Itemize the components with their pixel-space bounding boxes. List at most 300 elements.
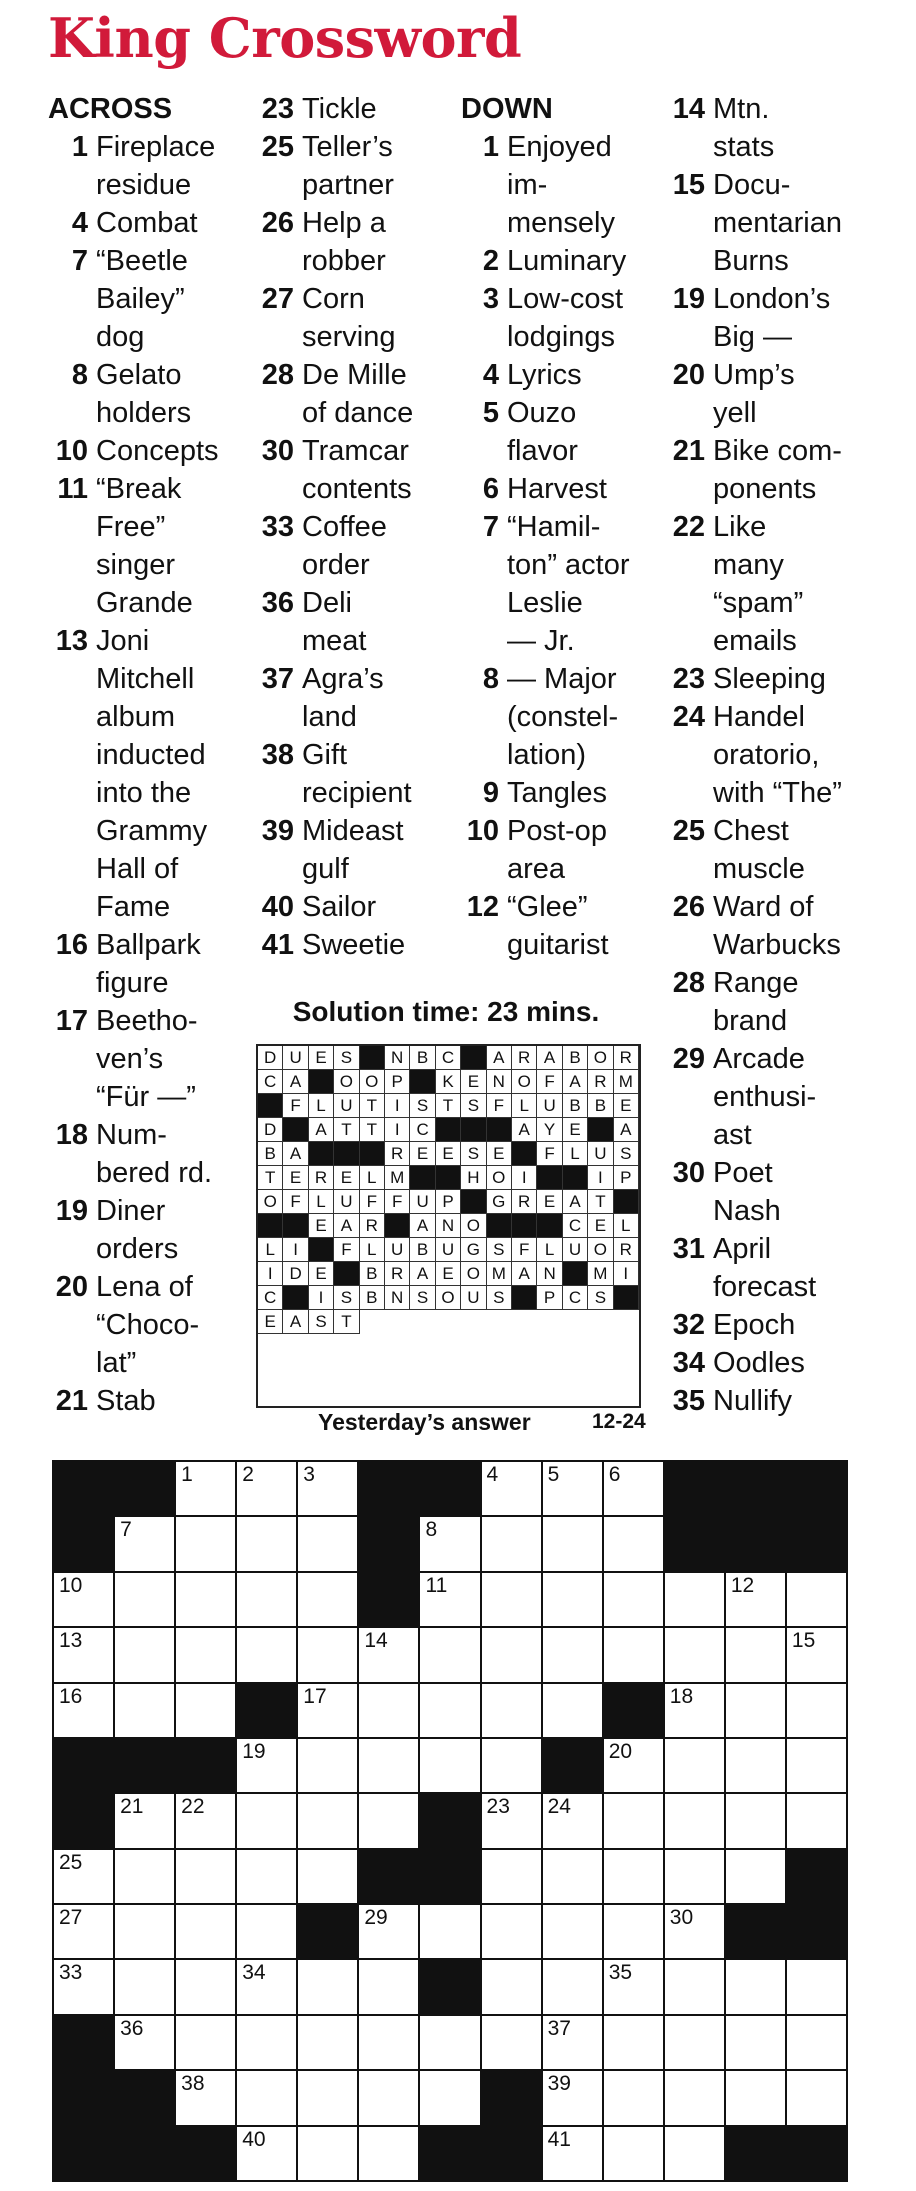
mini-black-square xyxy=(385,1214,410,1238)
mini-answer-letter: C xyxy=(410,1118,435,1142)
grid-square[interactable] xyxy=(604,1850,663,1903)
clue-number: 3 xyxy=(482,283,499,315)
grid-square[interactable] xyxy=(298,1739,357,1792)
grid-square[interactable] xyxy=(176,1462,235,1515)
grid-square[interactable] xyxy=(604,1628,663,1681)
clue-number: 20 xyxy=(55,1271,88,1303)
grid-square[interactable] xyxy=(604,1794,663,1847)
grid-square[interactable] xyxy=(359,1960,418,2013)
grid-square[interactable] xyxy=(237,2071,296,2124)
grid-square[interactable] xyxy=(176,1684,235,1737)
clue-number: 35 xyxy=(672,1385,705,1417)
grid-square[interactable] xyxy=(176,1573,235,1626)
grid-square[interactable] xyxy=(787,1960,846,2013)
yesterday-answer-date: 12-24 xyxy=(592,1410,646,1433)
grid-square[interactable] xyxy=(787,1628,846,1681)
clue-number: 37 xyxy=(261,663,294,695)
grid-square[interactable] xyxy=(665,1628,724,1681)
clue-text-line: Grammy xyxy=(96,815,208,847)
grid-square[interactable] xyxy=(665,2127,724,2180)
grid-square[interactable] xyxy=(726,1960,785,2013)
grid-square[interactable] xyxy=(298,1684,357,1737)
black-square xyxy=(482,2071,541,2124)
grid-square[interactable] xyxy=(726,1850,785,1903)
grid-square[interactable] xyxy=(787,1739,846,1792)
grid-square[interactable] xyxy=(665,1794,724,1847)
grid-square[interactable] xyxy=(543,1684,602,1737)
mini-answer-letter: A xyxy=(614,1118,639,1142)
mini-black-square xyxy=(563,1166,588,1190)
clue-text-line: figure xyxy=(96,967,169,999)
clue-text-line: Num- xyxy=(96,1119,167,1151)
grid-square[interactable] xyxy=(176,1850,235,1903)
grid-square[interactable] xyxy=(115,1850,174,1903)
grid-square[interactable] xyxy=(420,1905,479,1958)
grid-square[interactable] xyxy=(604,1462,663,1515)
clue-text xyxy=(713,166,866,280)
mini-answer-letter: D xyxy=(258,1118,283,1142)
grid-square[interactable] xyxy=(359,2016,418,2069)
grid-square[interactable] xyxy=(665,2071,724,2124)
mini-answer-letter: U xyxy=(334,1094,359,1118)
grid-square[interactable] xyxy=(726,1573,785,1626)
black-square xyxy=(787,1905,846,1958)
black-square xyxy=(359,1517,418,1570)
clue-text xyxy=(302,90,455,128)
clue-text-line: Tramcar xyxy=(302,435,409,467)
grid-square[interactable] xyxy=(237,1794,296,1847)
grid-square[interactable] xyxy=(726,1628,785,1681)
clue-text xyxy=(302,660,455,736)
grid-square[interactable] xyxy=(787,1573,846,1626)
clue-number: 29 xyxy=(672,1043,705,1075)
grid-square[interactable] xyxy=(726,2071,785,2124)
grid-square[interactable] xyxy=(543,1628,602,1681)
mini-answer-letter: O xyxy=(461,1262,486,1286)
clue-text-line: many xyxy=(713,549,784,581)
mini-answer-letter: O xyxy=(461,1214,486,1238)
down-clue-32 xyxy=(666,1306,866,1344)
mini-answer-letter: E xyxy=(309,1046,334,1070)
grid-square[interactable] xyxy=(482,1794,541,1847)
grid-square[interactable] xyxy=(359,1684,418,1737)
square-number: 20 xyxy=(608,1739,633,1763)
clue-number: 2 xyxy=(482,245,499,277)
mini-answer-letter: A xyxy=(563,1190,588,1214)
clue-text-line: Concepts xyxy=(96,435,219,467)
clue-text xyxy=(713,508,866,660)
square-number: 5 xyxy=(547,1463,560,1486)
grid-square[interactable] xyxy=(482,1573,541,1626)
mini-answer-letter: U xyxy=(588,1142,613,1166)
mini-black-square xyxy=(461,1190,486,1214)
mini-answer-letter: G xyxy=(487,1190,512,1214)
clue-number: 9 xyxy=(482,777,499,809)
mini-answer-letter: T xyxy=(258,1166,283,1190)
clue-text-line: with “The” xyxy=(713,777,842,809)
grid-square[interactable] xyxy=(176,1517,235,1570)
black-square xyxy=(54,1462,113,1515)
black-square xyxy=(482,2127,541,2180)
grid-square[interactable] xyxy=(665,1684,724,1737)
clue-text xyxy=(713,964,866,1040)
black-square xyxy=(787,1517,846,1570)
clue-number: 6 xyxy=(482,473,499,505)
mini-answer-letter: M xyxy=(385,1166,410,1190)
grid-square[interactable] xyxy=(543,1517,602,1570)
clue-text-line: Bailey” xyxy=(96,283,185,315)
clue-number: 25 xyxy=(261,131,294,163)
clue-text-line: Lyrics xyxy=(507,359,582,391)
clue-text-line: “spam” xyxy=(713,587,804,619)
across-clue-19 xyxy=(48,1192,248,1268)
grid-square[interactable] xyxy=(665,1573,724,1626)
grid-square[interactable] xyxy=(237,1462,296,1515)
mini-answer-letter: R xyxy=(360,1214,385,1238)
grid-square[interactable] xyxy=(604,2016,663,2069)
clue-text-line: Diner xyxy=(96,1195,166,1227)
grid-square[interactable] xyxy=(176,1905,235,1958)
grid-square[interactable] xyxy=(420,1739,479,1792)
clue-text xyxy=(96,1116,248,1192)
grid-square[interactable] xyxy=(420,2071,479,2124)
clue-text-line: dog xyxy=(96,321,145,353)
grid-square[interactable] xyxy=(54,1628,113,1681)
grid-square[interactable] xyxy=(726,1739,785,1792)
square-number: 35 xyxy=(608,1961,633,1985)
across-clue-16 xyxy=(48,926,248,1002)
mini-answer-letter: H xyxy=(461,1166,486,1190)
grid-square[interactable] xyxy=(115,2016,174,2069)
clue-text-line: Chest xyxy=(713,815,789,847)
clue-text-line: “Beetle xyxy=(96,245,188,277)
grid-square[interactable] xyxy=(237,1960,296,2013)
mini-answer-letter: R xyxy=(512,1046,537,1070)
grid-square[interactable] xyxy=(482,1517,541,1570)
across-clue-37 xyxy=(255,660,455,736)
clue-number: 5 xyxy=(482,397,499,429)
black-square xyxy=(359,1573,418,1626)
grid-square[interactable] xyxy=(359,1905,418,1958)
square-number: 18 xyxy=(669,1684,694,1708)
grid-square[interactable] xyxy=(298,2127,357,2180)
mini-answer-letter: O xyxy=(436,1286,461,1310)
mini-black-square xyxy=(614,1286,639,1310)
clue-text-line: “Glee” xyxy=(507,891,588,923)
clue-text xyxy=(302,888,455,926)
across-clue-21 xyxy=(48,1382,248,1420)
grid-square[interactable] xyxy=(482,1960,541,2013)
mini-answer-letter: C xyxy=(436,1046,461,1070)
grid-square[interactable] xyxy=(237,1850,296,1903)
mini-answer-letter: A xyxy=(283,1142,308,1166)
mini-black-square xyxy=(436,1166,461,1190)
grid-square[interactable] xyxy=(665,1905,724,1958)
mini-answer-letter: I xyxy=(614,1262,639,1286)
clue-text-line: Lena of xyxy=(96,1271,193,1303)
grid-square[interactable] xyxy=(604,1905,663,1958)
clue-text-line: Range xyxy=(713,967,799,999)
black-square xyxy=(726,2127,785,2180)
grid-square[interactable] xyxy=(115,1905,174,1958)
clue-text-line: Ward of xyxy=(713,891,814,923)
grid-square[interactable] xyxy=(54,1573,113,1626)
mini-answer-letter: E xyxy=(614,1094,639,1118)
black-square xyxy=(115,1462,174,1515)
mini-answer-letter: R xyxy=(309,1166,334,1190)
clue-text xyxy=(713,280,866,356)
mini-answer-letter: Y xyxy=(537,1118,562,1142)
grid-square[interactable] xyxy=(482,1905,541,1958)
grid-square[interactable] xyxy=(543,1794,602,1847)
down-clue-29 xyxy=(666,1040,866,1154)
mini-black-square xyxy=(588,1118,613,1142)
grid-square[interactable] xyxy=(665,1850,724,1903)
clue-text-line: ton” actor xyxy=(507,549,630,581)
grid-square[interactable] xyxy=(604,2071,663,2124)
grid-square[interactable] xyxy=(298,1462,357,1515)
grid-square[interactable] xyxy=(543,2071,602,2124)
grid-square[interactable] xyxy=(482,1850,541,1903)
grid-square[interactable] xyxy=(482,1739,541,1792)
mini-black-square xyxy=(512,1142,537,1166)
grid-square[interactable] xyxy=(359,2071,418,2124)
grid-square[interactable] xyxy=(482,1684,541,1737)
clue-text-line: brand xyxy=(713,1005,788,1037)
mini-answer-letter: K xyxy=(436,1070,461,1094)
square-number: 7 xyxy=(120,1518,132,1542)
grid-square[interactable] xyxy=(604,1739,663,1792)
grid-square[interactable] xyxy=(787,2016,846,2069)
grid-square[interactable] xyxy=(787,1794,846,1847)
grid-square[interactable] xyxy=(665,1960,724,2013)
grid-square[interactable] xyxy=(543,2016,602,2069)
grid-square[interactable] xyxy=(359,1628,418,1681)
mini-answer-letter: F xyxy=(537,1070,562,1094)
clue-number: 26 xyxy=(261,207,294,239)
mini-black-square xyxy=(487,1214,512,1238)
grid-square[interactable] xyxy=(237,2127,296,2180)
square-number: 38 xyxy=(181,2072,205,2096)
grid-square[interactable] xyxy=(420,1573,479,1626)
down-clue-24 xyxy=(666,698,866,812)
mini-answer-letter: O xyxy=(258,1190,283,1214)
clue-number: 12 xyxy=(466,891,499,923)
grid-square[interactable] xyxy=(298,2016,357,2069)
clue-text xyxy=(96,1382,248,1420)
square-number: 34 xyxy=(242,1961,266,1985)
grid-square[interactable] xyxy=(54,1850,113,1903)
grid-square[interactable] xyxy=(726,1684,785,1737)
mini-answer-letter: L xyxy=(512,1094,537,1118)
clue-text xyxy=(507,660,666,774)
grid-square[interactable] xyxy=(726,1794,785,1847)
grid-square[interactable] xyxy=(176,2016,235,2069)
down-clue-9 xyxy=(461,774,666,812)
square-number: 14 xyxy=(364,1629,388,1653)
grid-square[interactable] xyxy=(298,1517,357,1570)
mini-answer-letter: M xyxy=(588,1262,613,1286)
down-clue-4 xyxy=(461,356,666,394)
grid-square[interactable] xyxy=(115,1960,174,2013)
clue-text-line: ponents xyxy=(713,473,817,505)
mini-black-square xyxy=(283,1286,308,1310)
grid-square[interactable] xyxy=(298,1573,357,1626)
clue-number: 31 xyxy=(672,1233,705,1265)
grid-square[interactable] xyxy=(359,2127,418,2180)
clue-number: 36 xyxy=(261,587,294,619)
clue-text-line: Teller’s xyxy=(302,131,393,163)
grid-square[interactable] xyxy=(115,1517,174,1570)
clue-text-line: Beetho- xyxy=(96,1005,198,1037)
grid-square[interactable] xyxy=(237,1517,296,1570)
grid-square[interactable] xyxy=(482,1462,541,1515)
clue-text xyxy=(302,128,455,204)
clue-text xyxy=(507,356,666,394)
grid-square[interactable] xyxy=(787,2071,846,2124)
mini-answer-letter: A xyxy=(410,1262,435,1286)
grid-square[interactable] xyxy=(237,2016,296,2069)
mini-answer-letter: E xyxy=(436,1262,461,1286)
clue-text-line: forecast xyxy=(713,1271,817,1303)
down-clue-10 xyxy=(461,812,666,888)
mini-answer-letter: P xyxy=(436,1190,461,1214)
square-number: 41 xyxy=(547,2127,571,2151)
grid-square[interactable] xyxy=(420,1517,479,1570)
mini-answer-letter: D xyxy=(283,1262,308,1286)
grid-square[interactable] xyxy=(237,1905,296,1958)
across-clue-26 xyxy=(255,204,455,280)
mini-answer-letter: I xyxy=(309,1286,334,1310)
grid-square[interactable] xyxy=(298,1850,357,1903)
grid-square[interactable] xyxy=(665,2016,724,2069)
clue-text-line: Poet xyxy=(713,1157,773,1189)
clue-number: 19 xyxy=(55,1195,88,1227)
clue-text-line: Epoch xyxy=(713,1309,796,1341)
clue-text-line: “Für —” xyxy=(96,1081,196,1113)
clue-number: 24 xyxy=(672,701,705,733)
mini-answer-letter: S xyxy=(334,1046,359,1070)
grid-square[interactable] xyxy=(176,2071,235,2124)
grid-square[interactable] xyxy=(543,1573,602,1626)
grid-square[interactable] xyxy=(298,1628,357,1681)
clue-text xyxy=(507,280,666,356)
grid-square[interactable] xyxy=(115,1794,174,1847)
mini-answer-letter: S xyxy=(461,1094,486,1118)
clue-text-line: Gelato xyxy=(96,359,182,391)
grid-square[interactable] xyxy=(482,2016,541,2069)
grid-square[interactable] xyxy=(543,2127,602,2180)
down-header: DOWN xyxy=(461,93,553,125)
across-clue-38 xyxy=(255,736,455,812)
mini-answer-letter: F xyxy=(360,1190,385,1214)
clue-text-line: (constel- xyxy=(507,701,619,733)
grid-square[interactable] xyxy=(543,1850,602,1903)
mini-answer-letter: O xyxy=(512,1070,537,1094)
black-square xyxy=(54,1794,113,1847)
mini-answer-letter: B xyxy=(410,1046,435,1070)
grid-square[interactable] xyxy=(482,1628,541,1681)
grid-square[interactable] xyxy=(420,1684,479,1737)
mini-answer-letter: U xyxy=(563,1238,588,1262)
grid-square[interactable] xyxy=(115,1573,174,1626)
across-clue-27 xyxy=(255,280,455,356)
grid-square[interactable] xyxy=(237,1573,296,1626)
grid-square[interactable] xyxy=(726,2016,785,2069)
grid-square[interactable] xyxy=(665,1739,724,1792)
grid-square[interactable] xyxy=(54,1960,113,2013)
black-square xyxy=(420,1960,479,2013)
grid-square[interactable] xyxy=(298,2071,357,2124)
mini-black-square xyxy=(537,1166,562,1190)
grid-square[interactable] xyxy=(176,1628,235,1681)
grid-square[interactable] xyxy=(604,1960,663,2013)
clue-text xyxy=(302,812,455,888)
clue-text-line: Corn xyxy=(302,283,365,315)
clue-number: 13 xyxy=(55,625,88,657)
mini-answer-letter: F xyxy=(385,1190,410,1214)
grid-square[interactable] xyxy=(359,1739,418,1792)
grid-square[interactable] xyxy=(176,1960,235,2013)
grid-square[interactable] xyxy=(115,1628,174,1681)
mini-answer-letter: U xyxy=(537,1094,562,1118)
square-number: 21 xyxy=(120,1795,144,1819)
grid-square[interactable] xyxy=(298,1960,357,2013)
clue-number: 30 xyxy=(672,1157,705,1189)
mini-answer-letter: E xyxy=(588,1214,613,1238)
grid-square[interactable] xyxy=(54,1684,113,1737)
clue-number: 27 xyxy=(261,283,294,315)
grid-square[interactable] xyxy=(420,1628,479,1681)
grid-square[interactable] xyxy=(359,1794,418,1847)
grid-square[interactable] xyxy=(604,2127,663,2180)
grid-square[interactable] xyxy=(54,1905,113,1958)
clue-number: 7 xyxy=(71,245,88,277)
grid-square[interactable] xyxy=(787,1684,846,1737)
grid-square[interactable] xyxy=(604,1573,663,1626)
clue-text xyxy=(96,204,248,242)
mini-answer-letter: T xyxy=(588,1190,613,1214)
clue-text xyxy=(302,204,455,280)
mini-answer-letter: O xyxy=(588,1046,613,1070)
clue-number: 28 xyxy=(672,967,705,999)
grid-square[interactable] xyxy=(543,1905,602,1958)
clue-number: 1 xyxy=(482,131,499,163)
mini-answer-letter: M xyxy=(487,1262,512,1286)
grid-square[interactable] xyxy=(176,1794,235,1847)
grid-square[interactable] xyxy=(604,1517,663,1570)
clue-number: 28 xyxy=(261,359,294,391)
mini-answer-letter: O xyxy=(334,1070,359,1094)
grid-square[interactable] xyxy=(420,2016,479,2069)
clue-text-line: muscle xyxy=(713,853,805,885)
clue-text-line: mentarian xyxy=(713,207,842,239)
clue-text xyxy=(713,698,866,812)
grid-square[interactable] xyxy=(237,1628,296,1681)
mini-answer-letter: S xyxy=(614,1142,639,1166)
mini-answer-letter: A xyxy=(309,1118,334,1142)
mini-black-square xyxy=(436,1118,461,1142)
grid-square[interactable] xyxy=(543,1462,602,1515)
grid-square[interactable] xyxy=(543,1960,602,2013)
grid-square[interactable] xyxy=(115,1684,174,1737)
mini-answer-letter: R xyxy=(614,1046,639,1070)
grid-square[interactable] xyxy=(237,1739,296,1792)
clue-number: 21 xyxy=(672,435,705,467)
clue-text-line: emails xyxy=(713,625,797,657)
mini-answer-letter: R xyxy=(385,1262,410,1286)
grid-square[interactable] xyxy=(298,1794,357,1847)
